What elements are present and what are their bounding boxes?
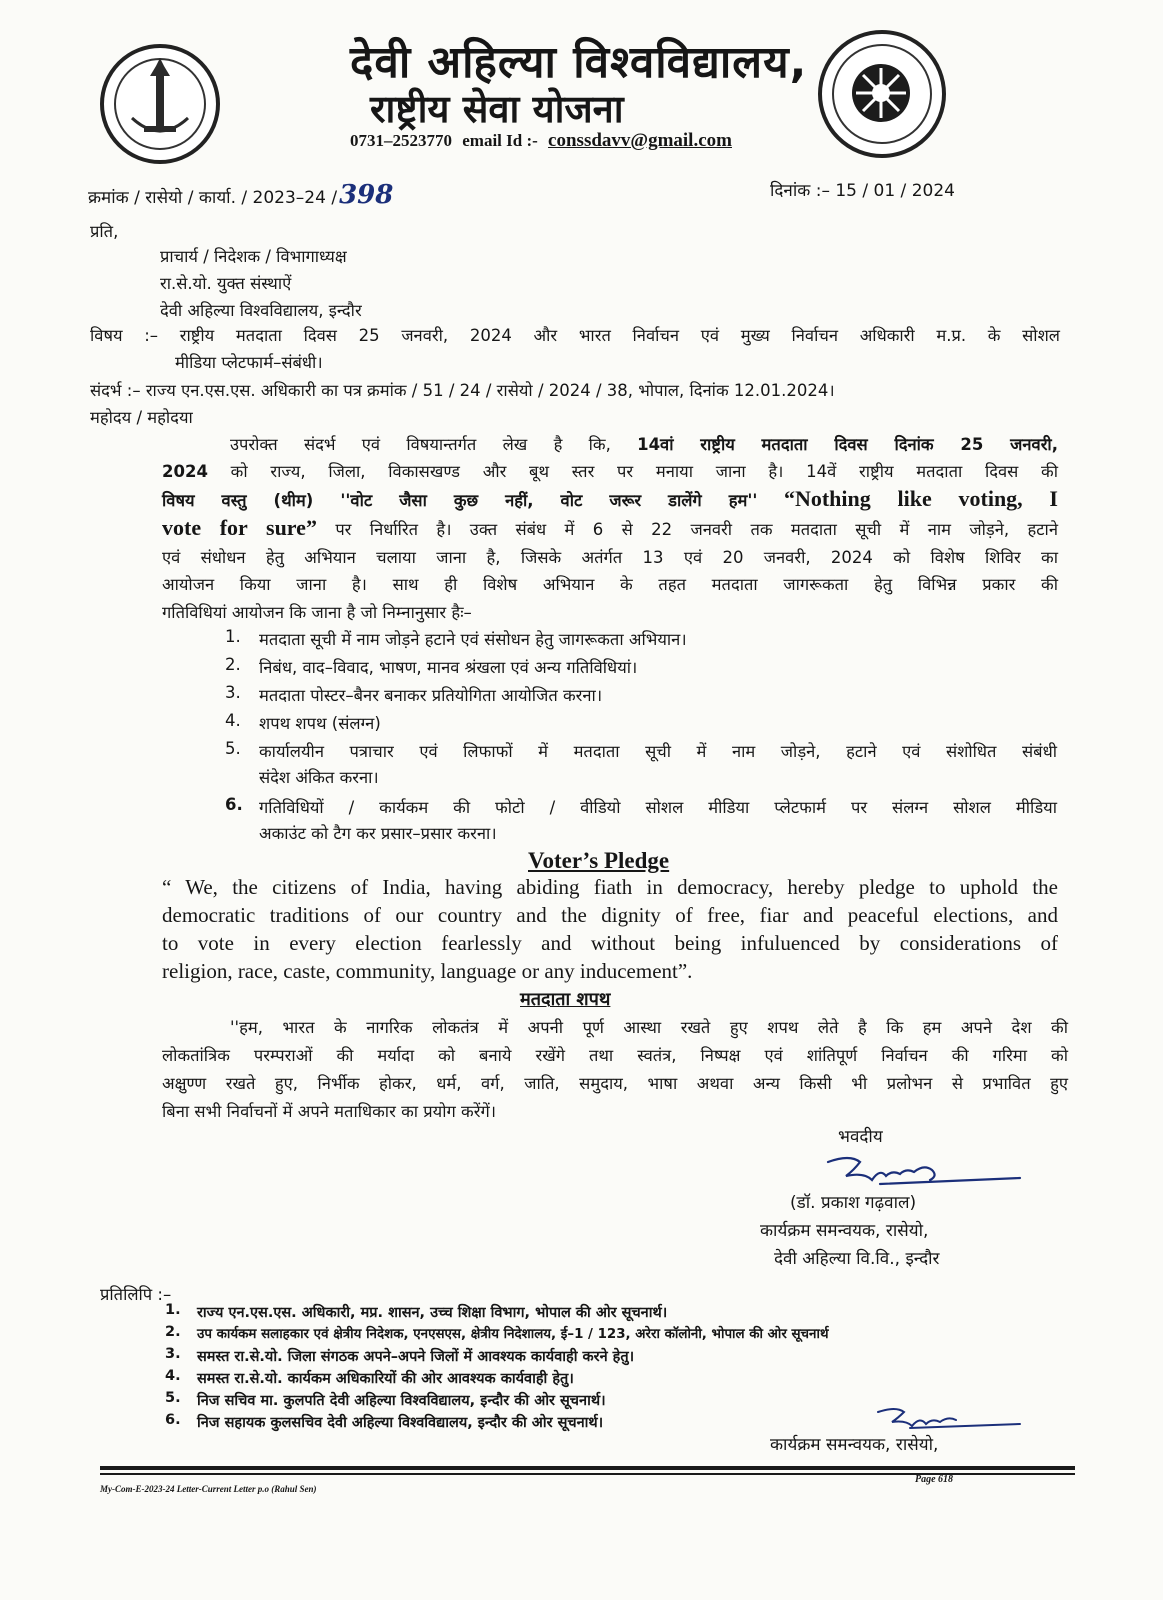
- wheel-icon: [852, 64, 910, 122]
- handwritten-number: 398: [339, 180, 394, 210]
- footer-rule: [100, 1466, 1075, 1470]
- pledge-line-3: to vote in every election fearlessly and without being infuluenced by considerations of: [162, 931, 1058, 955]
- letter-date: दिनांक :– 15 / 01 / 2024: [770, 181, 955, 201]
- body-text: को राज्य, जिला, विकासखण्ड और बूथ स्तर पर मनाया जाना है। 14वें राष्ट्रीय मतदाता दिवस की: [230, 462, 1058, 481]
- body-line-7: गतिविधियां आयोजन कि जाना है जो निम्नानुसार हैः–: [162, 603, 472, 622]
- letter-page: देवी अहिल्या विश्वविद्यालय, राष्ट्रीय सेवा योजना 0731–2523770 email Id :- conssdavv@gmail.com क्रमांक / रासेयो / कार्या. / 2023–24 /398 दिनांक :– 15 / 01 / 2024 प्रति, प्राचार्य / निदेशक / विभागाध्यक्ष रा.से.यो. युक्त संस्थाऐं देवी अहिल्या विश्वविद्यालय, इन्दौर विषय :– राष्ट्रीय मतदाता दिवस 25 जनवरी, 2024 और भारत निर्वाचन एवं मुख्य निर्वाचन अधिकारी म.प्र. के सोशल मीडिया प्लेटफार्म–संबंधी। संदर्भ :– राज्य एन.एस.एस. अधिकारी का पत्र क्रमांक / 51 / 24 / रासेयो / 2024 / 38, भोपाल, दिनांक 12.01.2024। महोदय / महोदया उपरोक्त संदर्भ एवं विषयान्तर्गत लेख है कि, 14वां राष्ट्रीय मतदाता दिवस दिनांक 25 जनवरी, 2024 को राज्य, जिला, विकासखण्ड और बूथ स्तर पर मनाया जाना है। 14वें राष्ट्रीय मतदाता दिवस की विषय वस्तु (थीम) ''वोट जैसा कुछ नहीं, वोट जरूर डालेंगे हम'' “Nothing like voting, I vote for sure” पर निर्धारित है। उक्त संबंध में 6 से 22 जनवरी तक मतदाता सूची में नाम जोड़ने, हटाने एवं संधोधन हेतु अभियान चलाया जाना है, जिसके अतंर्गत 13 एवं 20 जनवरी, 2024 को विशेष शिविर का आयोजन किया जाना है। साथ ही विशेष अभियान के तहत मतदाता जागरूकता हेतु विभिन्न प्रकार की गतिविधियां आयोजन कि जाना है जो निम्नानुसार हैः– 1. मतदाता सूची में नाम जोड़ने हटाने एवं संसोधन हेतु जागरूकता अभियान। 2. निबंध, वाद–विवाद, भाषण, मानव श्रंखला एवं अन्य गतिविधियां। 3. मतदाता पोस्टर–बैनर बनाकर प्रतियोगिता आयोजित करना। 4. शपथ शपथ (संलग्न) 5. कार्यालयीन पत्राचार एवं लिफाफों में मतदाता सूची में नाम जोड़ने, हटाने एवं संशोधित संबंधी संदेश अंकित करना। 6. गतिविधियों / कार्यकम की फोटो / वीडियो सोशल मीडिया प्लेटफार्म पर संलग्न सोशल मीडिया अकाउंट को टैग कर प्रसार–प्रसार करना। Voter’s Pledge “ We, the citizens of India, having abiding fiath in democracy, hereby pledge to uphold the democratic traditions of our country and the dignity of free, fiar and peaceful elections, and to vote in every election fearlessly and without being infuluenced by considerations of religion, race, caste, community, language or any inducement”. मतदाता शपथ ''हम, भारत के नागरिक लोकतंत्र में अपनी पूर्ण आस्था रखते हुए शपथ लेते है कि हम अपने देश की लोकतांत्रिक परम्पराओं की मर्यादा को बनाये रखेंगे तथा स्वतंत्र, निष्पक्ष एवं शांतिपूर्ण निर्वाचन की गरिमा को अक्षुण्ण रखते हुए, निर्भीक होकर, धर्म, वर्ग, जाति, समुदाय, भाषा अथवा अन्य किसी भी प्रलोभन से प्रभावित हुए बिना सभी निर्वाचनों में अपने मताधिकार का प्रयोग करेंगें। भवदीय (डॉ. प्रकाश गढ़वाल) कार्यक्रम समन्वयक, रासेयो, देवी अहिल्या वि.वि., इन्दौर प्रतिलिपि :– 1. राज्य एन.एस.एस. अधिकारी, मप्र. शासन, उच्च शिक्षा विभाग, भोपाल की ओर सूचनार्थ। 2. उप कार्यकम सलाहकार एवं क्षेत्रीय निदेशक, एनएसएस, क्षेत्रीय निदेशालय, ई–1 / 123, अरेरा कॉलोनी, भोपाल की ओर सूचनार्थ 3. समस्त रा.से.यो. जिला संगठक अपने–अपने जिलों में आवश्यक कार्यवाही करने हेतु। 4. समस्त रा.से.यो. कार्यकम अधिकारियों की ओर आवश्यक कार्यवाही हेतु। 5. निज सचिव मा. कुलपति देवी अहिल्या विश्वविद्यालय, इन्दौर की ओर सूचनार्थ। 6. निज सहायक कुलसचिव देवी अहिल्या विश्वविद्यालय, इन्दौर की ओर सूचनार्थ। कार्यक्रम समन्वयक, रासेयो, My-Com-E-2023-24 Letter-Current Letter p.o (Rahul Sen) Page 618: [0, 0, 1163, 1600]
- phone-number: 0731–2523770: [350, 131, 452, 150]
- copies-signoff: कार्यक्रम समन्वयक, रासेयो,: [770, 1435, 939, 1455]
- body-bold-text: 2024: [162, 462, 208, 481]
- body-line-3: [162, 486, 1058, 512]
- reference-prefix: क्रमांक / रासेयो / कार्या. / 2023–24 /: [88, 188, 338, 208]
- pledge-line-2: democratic traditions of our country and the dignity of free, fiar and peaceful elections, and: [162, 903, 1058, 927]
- theme-english: “Nothing like voting, I: [783, 486, 1058, 511]
- body-text: पर निर्धारित है। उक्त संबंध में 6 से 22 जनवरी तक मतदाता सूची में नाम जोड़ने, हटाने: [335, 520, 1058, 539]
- reference-letter-line: संदर्भ :– राज्य एन.एस.एस. अधिकारी का पत्र क्रमांक / 51 / 24 / रासेयो / 2024 / 38, भोपाल, दिनांक 12.01.2024।: [90, 381, 835, 400]
- torch-icon: [104, 48, 216, 160]
- footer-page-number: Page 618: [915, 1474, 954, 1485]
- pledge-line-1: “ We, the citizens of India, having abiding fiath in democracy, hereby pledge to uphold the: [162, 875, 1058, 899]
- nss-seal-logo: [818, 30, 946, 158]
- pledge-line-4: religion, race, caste, community, language or any inducement”.: [162, 959, 693, 983]
- copies-heading: प्रतिलिपि :–: [100, 1285, 172, 1304]
- hindi-pledge-line-3: अक्षुण्ण रखते हुए, निर्भीक होकर, धर्म, वर्ग, जाति, समुदाय, भाषा अथवा अन्य किसी भी प्रलोभन से प्रभावित हुए: [162, 1074, 1068, 1093]
- hindi-pledge-line-4: बिना सभी निर्वाचनों में अपने मताधिकार का प्रयोग करेंगें।: [162, 1102, 496, 1121]
- university-name: देवी अहिल्या विश्वविद्यालय,: [350, 37, 808, 88]
- salutation: महोदय / महोदया: [90, 408, 193, 427]
- email-label: email Id :-: [462, 131, 538, 150]
- subject-line-2: मीडिया प्लेटफार्म–संबंधी।: [175, 353, 323, 372]
- contact-line: [350, 130, 732, 152]
- recipient-line-3: देवी अहिल्या विश्वविद्यालय, इन्दौर: [160, 301, 362, 320]
- reference-number: [88, 180, 393, 210]
- pledge-heading-hindi: मतदाता शपथ: [520, 989, 611, 1010]
- email-link[interactable]: conssdavv@gmail.com: [548, 130, 732, 151]
- body-line-1: [230, 432, 1058, 455]
- recipient-line-2: रा.से.यो. युक्त संस्थाऐं: [160, 274, 292, 293]
- hindi-pledge-line-1: ''हम, भारत के नागरिक लोकतंत्र में अपनी पूर्ण आस्था रखते हुए शपथ लेते है कि हम अपने देश की: [230, 1018, 1068, 1037]
- body-line-5: एवं संधोधन हेतु अभियान चलाया जाना है, जिसके अतंर्गत 13 एवं 20 जनवरी, 2024 को विशेष शिविर का: [162, 548, 1058, 567]
- signatory-name: (डॉ. प्रकाश गढ़वाल): [790, 1193, 917, 1213]
- closing: भवदीय: [838, 1127, 883, 1147]
- pledge-heading-english: Voter’s Pledge: [528, 848, 670, 873]
- signature-image: [820, 1150, 1030, 1195]
- body-line-2: [162, 459, 1058, 482]
- body-line-6: आयोजन किया जाना है। साथ ही विशेष अभियान के तहत मतदाता जागरूकता हेतु विभिन्न प्रकार की: [162, 575, 1058, 594]
- university-seal-logo: [100, 44, 220, 164]
- nss-name: राष्ट्रीय सेवा योजना: [370, 87, 624, 131]
- theme-english-end: vote for sure”: [162, 515, 317, 540]
- recipient-label: प्रति,: [90, 222, 119, 241]
- body-line-4: [162, 515, 1058, 541]
- subject-line-1: विषय :– राष्ट्रीय मतदाता दिवस 25 जनवरी, 2024 और भारत निर्वाचन एवं मुख्य निर्वाचन अधिकारी म.प्र. के सोशल: [90, 326, 1060, 345]
- signatory-institution: देवी अहिल्या वि.वि., इन्दौर: [774, 1249, 940, 1269]
- recipient-line-1: प्राचार्य / निदेशक / विभागाध्यक्ष: [160, 247, 347, 266]
- body-text: उपरोक्त संदर्भ एवं विषयान्तर्गत लेख है कि,: [230, 435, 611, 454]
- theme-hindi: विषय वस्तु (थीम) ''वोट जैसा कुछ नहीं, वोट जरूर डालेंगे हम'': [162, 491, 758, 510]
- body-bold-text: 14वां राष्ट्रीय मतदाता दिवस दिनांक 25 जनवरी,: [637, 435, 1058, 454]
- hindi-pledge-line-2: लोकतांत्रिक परम्पराओं की मर्यादा को बनाये रखेंगे तथा स्वतंत्र, निष्पक्ष एवं शांतिपूर्ण निर्वाचन की गरिमा को: [162, 1046, 1068, 1065]
- footer-file-path: My-Com-E-2023-24 Letter-Current Letter p.o (Rahul Sen): [100, 1484, 317, 1494]
- signatory-designation: कार्यक्रम समन्वयक, रासेयो,: [760, 1221, 929, 1241]
